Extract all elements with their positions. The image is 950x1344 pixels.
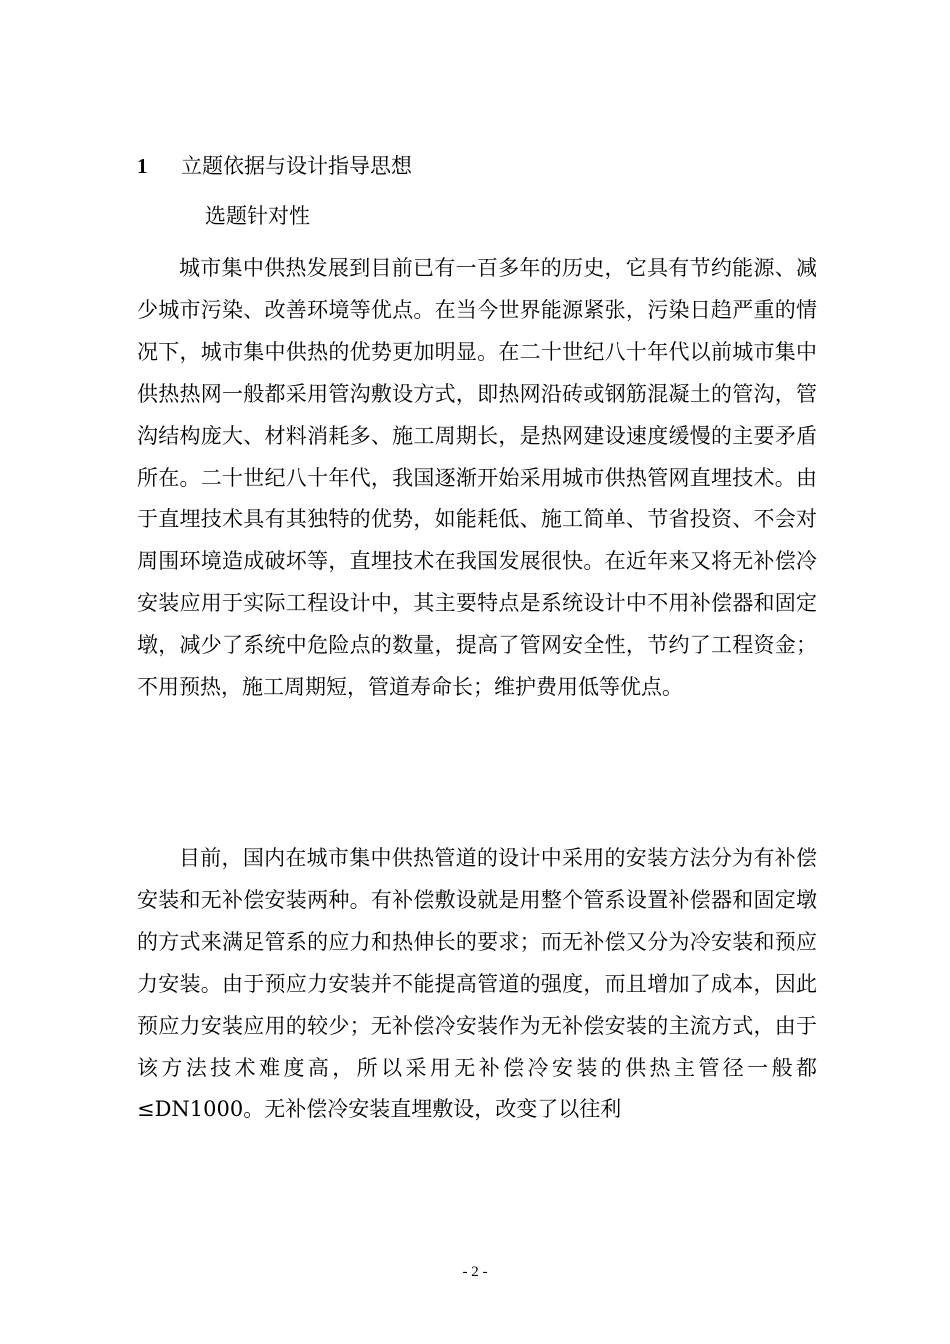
section-heading xyxy=(137,150,412,182)
body-paragraph: 城市集中供热发展到目前已有一百多年的历史，它具有节约能源、减少城市污染、改善环境等优点。在当今世界能源紧张，污染日趋严重的情况下，城市集中供热的优势更加明显。在二十世纪八十年代以前城市集中供热热网一般都采用管沟敷设方式，即热网沿砖或钢筋混凝土的管沟，管沟结构庞大、材料消耗多、施工周期长，是热网建设速度缓慢的主要矛盾所在。二十世纪八十年代，我国逐渐开始采用城市供热管网直埋技术。由于直埋技术具有其独特的优势，如能耗低、施工简单、节省投资、不会对周围环境造成破坏等，直埋技术在我国发展很快。在近年来又将无补偿冷安装应用于实际工程设计中，其主要特点是系统设计中不用补偿器和固定墩，减少了系统中危险点的数量，提高了管网安全性，节约了工程资金；不用预热，施工周期短，管道寿命长；维护费用低等优点。 xyxy=(137,256,817,700)
section-title: 立题依据与设计指导思想 xyxy=(181,154,412,178)
subsection-heading: 选题针对性 xyxy=(205,204,310,228)
section-number: 1 xyxy=(137,154,148,178)
body-paragraph: 目前，国内在城市集中供热管道的设计中采用的安装方法分为有补偿安装和无补偿安装两种。有补偿敷设就是用整个管系设置补偿器和固定墩的方式来满足管系的应力和热伸长的要求；而无补偿又分为冷安装和预应力安装。由于预应力安装并不能提高管道的强度，而且增加了成本，因此预应力安装应用的较少；无补偿冷安装作为无补偿安装的主流方式，由于该方法技术难度高，所以采用无补偿冷安装的供热主管径一般都≤DN1000。无补偿冷安装直埋敷设，改变了以往利 xyxy=(137,846,817,1122)
page-number: - 2 - xyxy=(462,1264,488,1280)
